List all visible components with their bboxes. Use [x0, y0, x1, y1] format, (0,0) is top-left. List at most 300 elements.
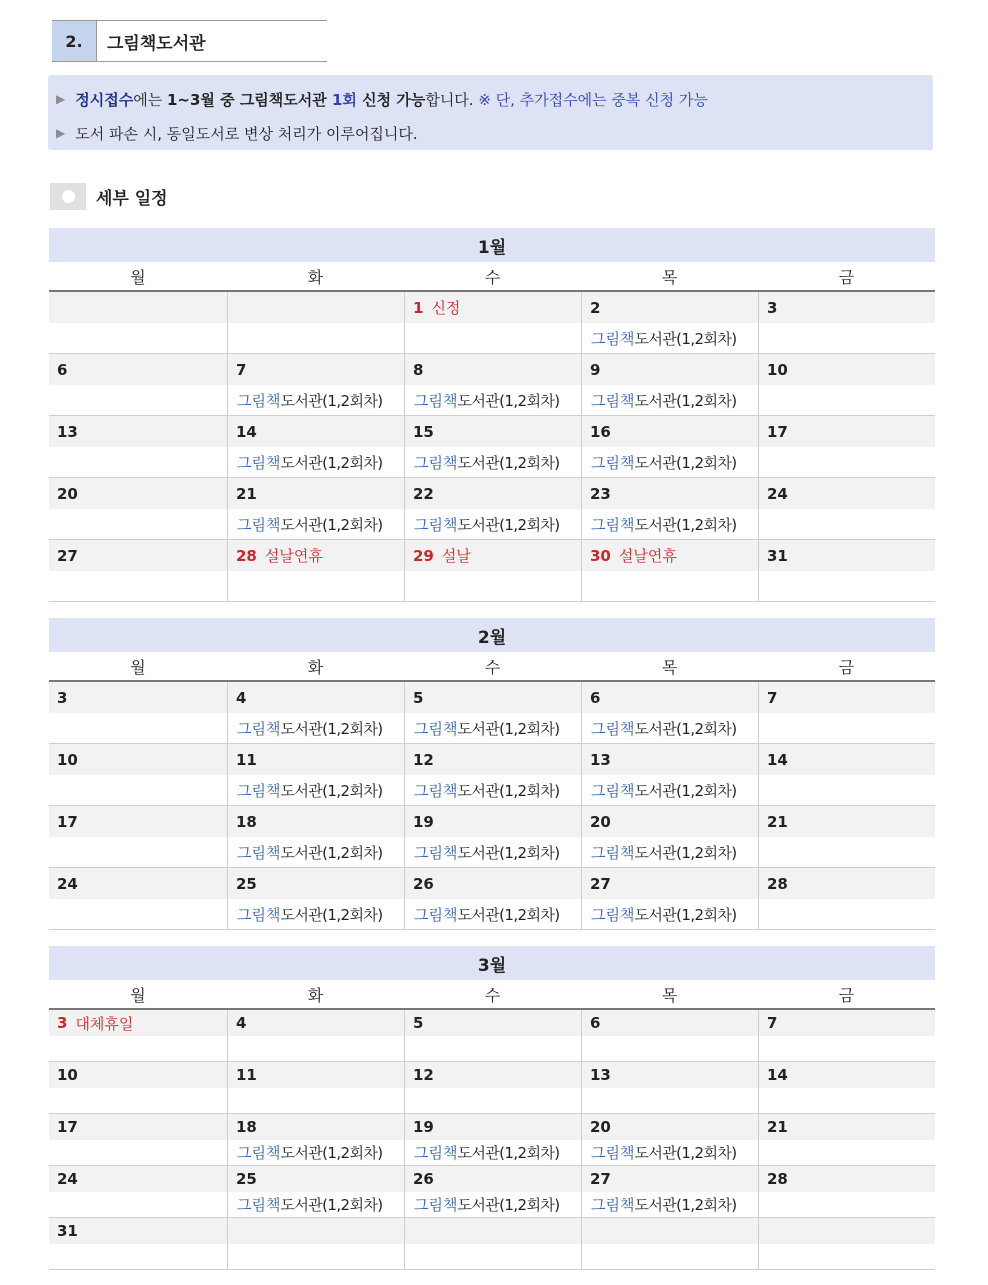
day-number: 13 [590, 750, 611, 769]
notice-text-end: 합니다. [425, 90, 479, 109]
day-number-row [228, 1166, 404, 1192]
day-number-row [49, 540, 227, 571]
day-cell [581, 1062, 758, 1113]
event-row [228, 837, 404, 867]
event-label: 도서관(1,2회차) [634, 515, 737, 534]
day-number-row [49, 416, 227, 447]
day-number: 7 [767, 1014, 778, 1032]
event-highlight: 그림책 [414, 905, 458, 924]
day-number: 10 [57, 1066, 78, 1084]
day-number: 20 [590, 1118, 611, 1136]
event-highlight: 그림책 [591, 781, 635, 800]
month-title: 1월 [49, 228, 935, 262]
event-row [49, 323, 227, 353]
day-cell [49, 292, 227, 353]
weekday-label: 화 [307, 985, 324, 1005]
day-number-row [759, 1010, 935, 1036]
day-cell [49, 744, 227, 805]
event-label: 도서관(1,2회차) [634, 453, 737, 472]
event-label: 도서관(1,2회차) [634, 843, 737, 862]
day-cell [49, 682, 227, 743]
day-number-row [405, 1218, 581, 1244]
week-row [49, 354, 935, 416]
day-cell [49, 416, 227, 477]
circle-bullet-icon [50, 183, 86, 210]
day-cell [227, 744, 404, 805]
day-number-row [228, 744, 404, 775]
event-label: 도서관(1,2회차) [280, 1144, 383, 1162]
day-number: 19 [413, 1118, 434, 1136]
day-number-row [759, 1062, 935, 1088]
day-number-row [228, 416, 404, 447]
week-row [49, 1010, 935, 1062]
event-row [582, 509, 758, 539]
day-number-row [49, 1166, 227, 1192]
day-number-row [759, 806, 935, 837]
day-number-row [405, 744, 581, 775]
day-cell [758, 1062, 935, 1113]
day-cell [581, 540, 758, 601]
event-label: 도서관(1,2회차) [457, 1196, 560, 1214]
day-cell [404, 416, 581, 477]
schedule-title: 세부 일정 [96, 189, 168, 209]
day-number-row [228, 478, 404, 509]
event-row [228, 1192, 404, 1217]
day-cell [49, 540, 227, 601]
event-highlight: 그림책 [591, 1144, 635, 1162]
day-number: 14 [767, 750, 788, 769]
event-label: 도서관(1,2회차) [457, 781, 560, 800]
day-number: 7 [767, 688, 778, 707]
day-number: 3 [57, 1014, 68, 1032]
event-row [759, 571, 935, 601]
week-row [49, 744, 935, 806]
day-cell [227, 1114, 404, 1165]
day-cell [581, 1218, 758, 1269]
event-label: 도서관(1,2회차) [280, 391, 383, 410]
day-number-row [405, 292, 581, 323]
day-number: 5 [413, 688, 424, 707]
holiday-label: 대체휴일 [75, 1014, 134, 1033]
event-row [49, 1088, 227, 1113]
weekday-header-row [49, 262, 935, 292]
day-number-row [759, 1114, 935, 1140]
day-number: 28 [767, 1170, 788, 1188]
event-highlight: 그림책 [591, 329, 635, 348]
day-number: 4 [236, 688, 247, 707]
event-highlight: 그림책 [414, 453, 458, 472]
event-row [405, 775, 581, 805]
weekday-label: 화 [307, 267, 324, 287]
event-label: 도서관(1,2회차) [457, 843, 560, 862]
day-cell [758, 806, 935, 867]
day-cell [404, 1062, 581, 1113]
event-row [228, 899, 404, 929]
day-cell [49, 1166, 227, 1217]
event-row [405, 447, 581, 477]
day-number-row [228, 682, 404, 713]
day-cell [404, 744, 581, 805]
day-cell [758, 744, 935, 805]
day-number: 14 [767, 1066, 788, 1084]
day-number: 21 [767, 1118, 788, 1136]
day-cell [227, 1166, 404, 1217]
day-number: 23 [590, 484, 611, 503]
event-highlight: 그림책 [237, 719, 281, 738]
day-number-row [405, 478, 581, 509]
notice-apply: 신청 가능 [356, 90, 426, 109]
weekday-label: 목 [661, 985, 678, 1005]
event-row [759, 1036, 935, 1061]
day-number: 6 [590, 1014, 601, 1032]
event-highlight: 그림책 [237, 1196, 281, 1214]
day-number-row [49, 1062, 227, 1088]
day-number: 31 [57, 1222, 78, 1240]
event-row [49, 1192, 227, 1217]
day-number-row [759, 1166, 935, 1192]
day-number: 16 [590, 422, 611, 441]
day-number-row [759, 416, 935, 447]
day-number: 17 [57, 812, 78, 831]
day-number-row [228, 868, 404, 899]
day-number: 13 [590, 1066, 611, 1084]
day-number-row [582, 1062, 758, 1088]
event-label: 도서관(1,2회차) [457, 515, 560, 534]
day-cell [49, 1114, 227, 1165]
day-number-row [582, 354, 758, 385]
day-number: 4 [236, 1014, 247, 1032]
day-cell [227, 1010, 404, 1061]
day-cell [49, 478, 227, 539]
day-number-row [228, 540, 404, 571]
event-highlight: 그림책 [414, 719, 458, 738]
event-row [582, 713, 758, 743]
day-cell [758, 1010, 935, 1061]
weekday-header-row [49, 652, 935, 682]
day-number-row [49, 744, 227, 775]
day-number: 26 [413, 1170, 434, 1188]
day-cell [758, 478, 935, 539]
day-number: 14 [236, 422, 257, 441]
event-highlight: 그림책 [414, 391, 458, 410]
event-row [582, 1140, 758, 1165]
day-cell [49, 868, 227, 929]
event-row [228, 509, 404, 539]
day-number-row [49, 1218, 227, 1244]
notice-line-2 [56, 116, 933, 150]
day-cell [49, 806, 227, 867]
week-row [49, 1166, 935, 1218]
event-row [759, 1192, 935, 1217]
day-number: 28 [767, 874, 788, 893]
day-number: 24 [57, 874, 78, 893]
day-cell [227, 416, 404, 477]
day-cell [581, 1166, 758, 1217]
day-number: 20 [590, 812, 611, 831]
day-number-row [228, 1114, 404, 1140]
weekday-label: 월 [130, 657, 146, 677]
notice-text: 에는 [133, 90, 167, 109]
day-number-row [228, 1010, 404, 1036]
holiday-label: 설날연휴 [264, 547, 323, 565]
week-row [49, 292, 935, 354]
weekday-label: 화 [307, 657, 324, 677]
event-highlight: 그림책 [237, 781, 281, 800]
day-cell [227, 1062, 404, 1113]
day-number: 12 [413, 1066, 434, 1084]
event-row [49, 1140, 227, 1165]
day-cell [227, 1218, 404, 1269]
day-number-row [405, 354, 581, 385]
day-cell [758, 292, 935, 353]
day-number-row [759, 868, 935, 899]
event-row [228, 385, 404, 415]
event-highlight: 그림책 [237, 453, 281, 472]
event-label: 도서관(1,2회차) [634, 719, 737, 738]
day-cell [404, 478, 581, 539]
day-cell [227, 868, 404, 929]
day-number-row [405, 1166, 581, 1192]
event-row [228, 713, 404, 743]
event-row [759, 1244, 935, 1269]
day-number: 7 [236, 360, 247, 379]
event-highlight: 그림책 [237, 843, 281, 862]
day-cell [758, 868, 935, 929]
event-row [582, 1192, 758, 1217]
day-number-row [582, 1218, 758, 1244]
day-number-row [759, 1218, 935, 1244]
day-number-row [759, 478, 935, 509]
day-number: 25 [236, 1170, 257, 1188]
day-number: 6 [57, 360, 68, 379]
weekday-label: 수 [484, 267, 501, 287]
event-row [759, 1140, 935, 1165]
day-number-row [582, 682, 758, 713]
event-label: 도서관(1,2회차) [280, 781, 383, 800]
day-number-row [49, 868, 227, 899]
day-number: 18 [236, 1118, 257, 1136]
event-row [228, 1244, 404, 1269]
schedule-heading [50, 183, 168, 210]
holiday-label: 설날 [441, 547, 471, 565]
day-number: 11 [236, 1066, 257, 1084]
event-label: 도서관(1,2회차) [280, 515, 383, 534]
day-number-row [582, 1166, 758, 1192]
day-cell [404, 868, 581, 929]
day-number: 17 [767, 422, 788, 441]
event-row [49, 385, 227, 415]
week-row [49, 806, 935, 868]
notice-period: 1~3월 중 그림책도서관 [166, 90, 332, 109]
event-highlight: 그림책 [591, 453, 635, 472]
event-highlight: 그림책 [414, 1196, 458, 1214]
event-row [49, 571, 227, 601]
day-number: 29 [413, 546, 434, 565]
day-cell [758, 416, 935, 477]
event-highlight: 그림책 [591, 905, 635, 924]
event-row [582, 447, 758, 477]
event-row [582, 775, 758, 805]
week-row [49, 1062, 935, 1114]
day-number: 19 [413, 812, 434, 831]
day-cell [581, 1114, 758, 1165]
week-row [49, 868, 935, 930]
day-number-row [582, 540, 758, 571]
week-row [49, 682, 935, 744]
day-cell [49, 1010, 227, 1061]
day-number: 27 [57, 546, 78, 565]
section-title: 그림책도서관 [107, 33, 206, 54]
event-row [405, 899, 581, 929]
weekday-label: 금 [838, 267, 855, 287]
day-number: 10 [767, 360, 788, 379]
month-title: 3월 [49, 946, 935, 980]
day-number: 27 [590, 1170, 611, 1188]
day-cell [758, 1114, 935, 1165]
day-number-row [49, 478, 227, 509]
day-number: 25 [236, 874, 257, 893]
event-highlight: 그림책 [414, 515, 458, 534]
day-number-row [228, 1062, 404, 1088]
day-cell [404, 1010, 581, 1061]
event-highlight: 그림책 [591, 391, 635, 410]
day-number: 1 [413, 298, 424, 317]
week-row [49, 1114, 935, 1166]
day-number-row [405, 1062, 581, 1088]
event-label: 도서관(1,2회차) [457, 391, 560, 410]
event-row [405, 1244, 581, 1269]
weekday-header-row [49, 980, 935, 1010]
event-label: 도서관(1,2회차) [634, 1144, 737, 1162]
day-cell [581, 682, 758, 743]
event-highlight: 그림책 [414, 843, 458, 862]
event-row [228, 775, 404, 805]
event-row [49, 1244, 227, 1269]
day-number: 12 [413, 750, 434, 769]
day-number: 2 [590, 298, 601, 317]
day-number: 24 [57, 1170, 78, 1188]
event-row [49, 1036, 227, 1061]
event-row [228, 447, 404, 477]
event-label: 도서관(1,2회차) [634, 329, 737, 348]
week-row [49, 540, 935, 602]
weekday-label: 수 [484, 985, 501, 1005]
event-row [582, 1244, 758, 1269]
calendar-january [49, 228, 935, 602]
event-row [405, 509, 581, 539]
day-number: 5 [413, 1014, 424, 1032]
weekday-label: 목 [661, 267, 678, 287]
day-number-row [405, 1010, 581, 1036]
day-cell [227, 682, 404, 743]
event-row [582, 837, 758, 867]
event-row [228, 571, 404, 601]
event-row [49, 509, 227, 539]
day-number-row [759, 682, 935, 713]
day-number-row [49, 354, 227, 385]
event-row [405, 1088, 581, 1113]
day-cell [758, 1218, 935, 1269]
event-row [228, 1140, 404, 1165]
event-row [582, 1088, 758, 1113]
event-row [582, 385, 758, 415]
event-label: 도서관(1,2회차) [634, 781, 737, 800]
day-number: 26 [413, 874, 434, 893]
day-number-row [582, 868, 758, 899]
event-row [405, 571, 581, 601]
day-number-row [405, 1114, 581, 1140]
notice-box [48, 75, 933, 150]
weekday-label: 목 [661, 657, 678, 677]
event-row [49, 447, 227, 477]
day-number: 21 [767, 812, 788, 831]
week-row [49, 478, 935, 540]
day-number: 18 [236, 812, 257, 831]
event-row [759, 509, 935, 539]
day-cell [404, 1114, 581, 1165]
event-row [405, 837, 581, 867]
week-row [49, 416, 935, 478]
holiday-label: 신정 [431, 299, 461, 317]
day-cell [404, 682, 581, 743]
day-number-row [49, 1010, 227, 1036]
event-highlight: 그림책 [591, 843, 635, 862]
event-row [582, 1036, 758, 1061]
day-number: 30 [590, 546, 611, 565]
event-label: 도서관(1,2회차) [457, 719, 560, 738]
event-row [759, 899, 935, 929]
day-number: 13 [57, 422, 78, 441]
notice-additional: ※ 단, 추가접수에는 중복 신청 가능 [478, 90, 708, 109]
event-highlight: 그림책 [237, 515, 281, 534]
day-number: 31 [767, 546, 788, 565]
day-cell [758, 1166, 935, 1217]
event-row [405, 323, 581, 353]
event-label: 도서관(1,2회차) [280, 843, 383, 862]
day-number-row [228, 1218, 404, 1244]
day-number-row [228, 292, 404, 323]
day-cell [758, 682, 935, 743]
holiday-label: 설날연휴 [618, 547, 677, 565]
day-number-row [582, 292, 758, 323]
day-number-row [49, 806, 227, 837]
event-row [49, 775, 227, 805]
day-cell [227, 354, 404, 415]
day-cell [581, 354, 758, 415]
event-row [228, 1088, 404, 1113]
event-row [405, 385, 581, 415]
event-highlight: 그림책 [591, 1196, 635, 1214]
day-number: 6 [590, 688, 601, 707]
section-number: 2. [52, 21, 97, 61]
day-number-row [582, 1114, 758, 1140]
event-row [49, 713, 227, 743]
day-number: 21 [236, 484, 257, 503]
event-row [49, 899, 227, 929]
month-title: 2월 [49, 618, 935, 652]
day-cell [404, 540, 581, 601]
day-number-row [582, 806, 758, 837]
day-cell [49, 1218, 227, 1269]
day-number: 3 [767, 298, 778, 317]
day-cell [581, 806, 758, 867]
day-number: 17 [57, 1118, 78, 1136]
day-cell [227, 540, 404, 601]
day-number-row [49, 292, 227, 323]
weekday-label: 수 [484, 657, 501, 677]
notice-limit: 1회 [331, 90, 357, 109]
day-cell [581, 744, 758, 805]
